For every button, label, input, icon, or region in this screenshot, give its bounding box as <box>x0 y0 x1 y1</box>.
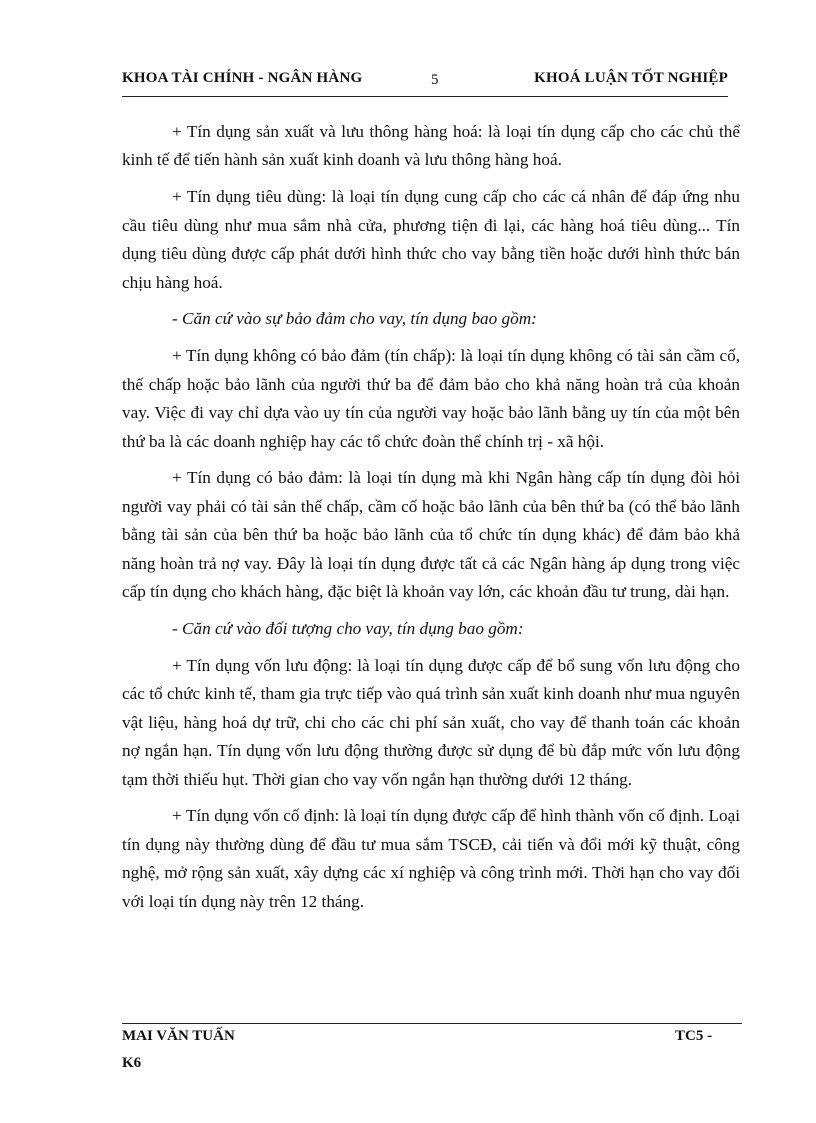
section-heading: - Căn cứ vào sự bảo đảm cho vay, tín dụng bao gồm: <box>172 309 537 329</box>
paragraph: + Tín dụng tiêu dùng: là loại tín dụng cung cấp cho các cá nhân để đáp ứng nhu cầu tiêu dùng như mua sắm nhà cửa, phương tiện đi lại, các hàng hoá tiêu dùng... Tín dụng tiêu dùng được cấp phát dưới hình thức cho vay bằng tiền hoặc dưới hình thức bán chịu hàng hoá. <box>122 187 740 292</box>
faculty-name: KHOA TÀI CHÍNH - NGÂN HÀNG <box>122 70 363 86</box>
section-heading: - Căn cứ vào đối tượng cho vay, tín dụng bao gồm: <box>172 619 524 638</box>
paragraph: + Tín dụng vốn lưu động: là loại tín dụng được cấp để bổ sung vốn lưu động cho các tổ chức kinh tế, tham gia trực tiếp vào quá trình sản xuất kinh doanh như mua nguyên vật liệu, hàng hoá dự trữ, chi cho các chi phí sản xuất, cho vay để thanh toán các khoản nợ ngắn hạn. Tín dụng vốn lưu động thường được sử dụng để bù đắp mức vốn lưu động tạm thời thiếu hụt. Thời gian cho vay vốn ngắn hạn thường dưới 12 tháng. <box>122 655 740 789</box>
document-type: KHOÁ LUẬN TỐT NGHIỆP <box>534 70 728 86</box>
paragraph: + Tín dụng vốn cố định: là loại tín dụng được cấp để hình thành vốn cố định. Loại tín dụng này thường dùng để đầu tư mua sắm TSCĐ, cải tiến và đổi mới kỹ thuật, công nghệ, mở rộng sản xuất, xây dựng các xí nghiệp và công trình mới. Thời hạn cho vay đối với loại tín dụng này trên 12 tháng. <box>122 806 740 911</box>
page-number: 5 <box>431 72 439 88</box>
footer-divider <box>122 1023 742 1024</box>
document-body <box>122 118 740 925</box>
class-code: TC5 - <box>675 1028 713 1044</box>
header-divider <box>122 96 728 97</box>
paragraph: + Tín dụng sản xuất và lưu thông hàng hoá: là loại tín dụng cấp cho các chủ thể kinh tế để tiến hành sản xuất kinh doanh và lưu thông hàng hoá. <box>122 122 740 170</box>
author-name: MAI VĂN TUẤN <box>122 1028 235 1044</box>
paragraph: + Tín dụng không có bảo đảm (tín chấp): là loại tín dụng không có tài sản cầm cố, thế chấp hoặc bảo lãnh của người thứ ba để đảm bảo cho khả năng hoàn trả của khoản vay. Việc đi vay chỉ dựa vào uy tín của người vay hoặc bảo lãnh bằng uy tín của một bên thứ ba là các doanh nghiệp hay các tổ chức đoàn thể chính trị - xã hội. <box>122 346 740 451</box>
class-suffix: K6 <box>122 1055 142 1071</box>
page-header <box>122 70 728 90</box>
paragraph: + Tín dụng có bảo đảm: là loại tín dụng mà khi Ngân hàng cấp tín dụng đòi hỏi người vay phải có tài sản thế chấp, cầm cố hoặc bảo lãnh của bên thứ ba (có thể bảo lãnh bằng tài sản của bên thứ ba hoặc bảo lãnh của tổ chức tín dụng khác) để đảm bảo khả năng hoàn trả nợ vay. Đây là loại tín dụng được tất cả các Ngân hàng áp dụng trong việc cấp tín dụng cho khách hàng, đặc biệt là khoản vay lớn, các khoản đầu tư trung, dài hạn. <box>122 468 740 602</box>
